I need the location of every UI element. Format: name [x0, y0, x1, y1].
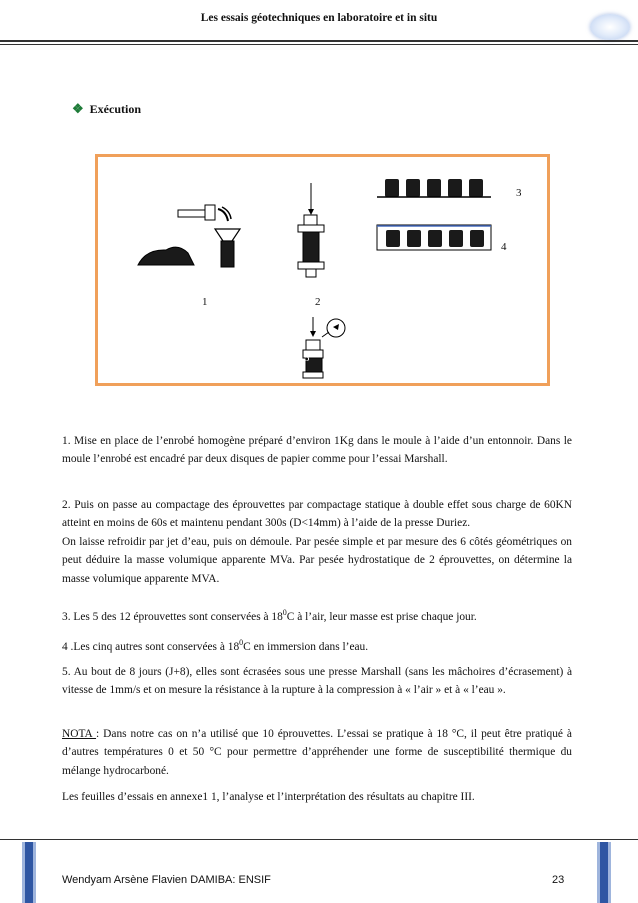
step-5-text: 5. Au bout de 8 jours (J+8), elles sont écrasées sous une presse Marshall (sans les mâchoires d’écrasement) à vitesse de 1mm/s et on mesure la résistance à la rupture à la compression à « l’air » et à « l’eau ».	[62, 666, 572, 697]
scoop-handle	[178, 210, 206, 217]
section-heading-text: Exécution	[89, 102, 141, 116]
bullet-diamond-icon: ❖	[72, 101, 84, 116]
annex-paragraph	[62, 788, 572, 806]
step-3-text	[62, 604, 572, 626]
footer-rule	[0, 839, 638, 840]
procedure-figure	[95, 154, 550, 386]
figure-label-4: 4	[501, 241, 507, 253]
air-specimen	[448, 179, 462, 197]
degree-superscript: 0	[282, 608, 287, 617]
note-text	[62, 725, 572, 780]
air-specimen	[427, 179, 441, 197]
step-4-paragraph	[62, 634, 572, 656]
section-heading	[72, 101, 141, 117]
funnel	[215, 229, 240, 241]
degree-superscript: 0	[239, 638, 244, 647]
mould	[221, 241, 234, 267]
step-2-text: 2. Puis on passe au compactage des éprouvettes par compactage statique à double effet sous charge de 60KN atteint en moins de 60s et maintenu pendant 300s (D<14mm) à l’aide de la presse Duriez.	[62, 499, 572, 530]
scoop-head	[205, 205, 215, 220]
immersed-specimen	[470, 230, 484, 247]
note-paragraph	[62, 725, 572, 780]
step-2-cooling-text: On laisse refroidir par jet d’eau, puis on démoule. Par pesée simple et par mesure des 6 côtés géométriques on peut déduire la masse volumique apparente MVa. Par pesée hydrostatique de 2 éprouvettes, on détermine la masse volumique apparente MVA.	[62, 535, 572, 585]
figure-label-3: 3	[516, 187, 522, 199]
figure-label-1: 1	[202, 296, 208, 308]
press-specimen	[303, 232, 319, 262]
step-3-text-end: C à l’air, leur masse est prise chaque jour.	[286, 610, 477, 623]
figure-label-5: 5	[304, 352, 310, 364]
step-4-text-start: 4 .Les cinq autres sont conservées à 18	[62, 640, 240, 653]
step-2-paragraph	[62, 496, 572, 588]
immersed-specimen	[449, 230, 463, 247]
note-body: : Dans notre cas on n’a utilisé que 10 éprouvettes. L’essai se pratique à 18 °C, il peut être pratiqué à d’autres températures 0 et 50 °C pour permettre d’appréhender une forme de susceptibilité thermique du mélange hydrocarboné.	[62, 728, 572, 777]
header-ornament	[590, 14, 630, 40]
air-specimen	[406, 179, 420, 197]
footer-left-bar	[25, 842, 33, 903]
immersed-specimen	[386, 230, 400, 247]
marshall-top-plate	[306, 340, 320, 350]
procedure-diagram	[98, 157, 548, 384]
immersed-specimen	[407, 230, 421, 247]
step-3-paragraph	[62, 604, 572, 626]
header-rule	[0, 40, 638, 42]
note-label: NOTA	[62, 728, 97, 740]
footer-author: Wendyam Arsène Flavien DAMIBA: ENSIF	[62, 874, 271, 886]
step-1-paragraph	[62, 432, 572, 469]
step-4-text	[62, 634, 572, 656]
annex-text: Les feuilles d’essais en annexe1 1, l’analyse et l’interprétation des résultats au chapitre III.	[62, 791, 475, 803]
figure-label-2: 2	[315, 296, 321, 308]
immersed-specimen	[428, 230, 442, 247]
step-1-text: 1. Mise en place de l’enrobé homogène préparé d’environ 1Kg dans le moule à l’aide d’un entonnoir. Dans le moule l’enrobé est encadré par deux disques de papier comme pour l’essai Marshall.	[62, 435, 572, 466]
footer-right-bar	[600, 842, 608, 903]
page-number: 23	[552, 874, 565, 886]
press-top-plate	[304, 215, 317, 225]
step-5-paragraph	[62, 663, 572, 700]
header-rule-thin	[0, 44, 638, 45]
running-header-title: Les essais géotechniques en laboratoire et in situ	[200, 12, 438, 24]
step-3-text-start: 3. Les 5 des 12 éprouvettes sont conservées à 18	[62, 610, 283, 623]
air-specimen	[385, 179, 399, 197]
step-4-text-end: C en immersion dans l’eau.	[243, 640, 369, 653]
air-specimen	[469, 179, 483, 197]
asphalt-mix-heap	[138, 247, 194, 265]
